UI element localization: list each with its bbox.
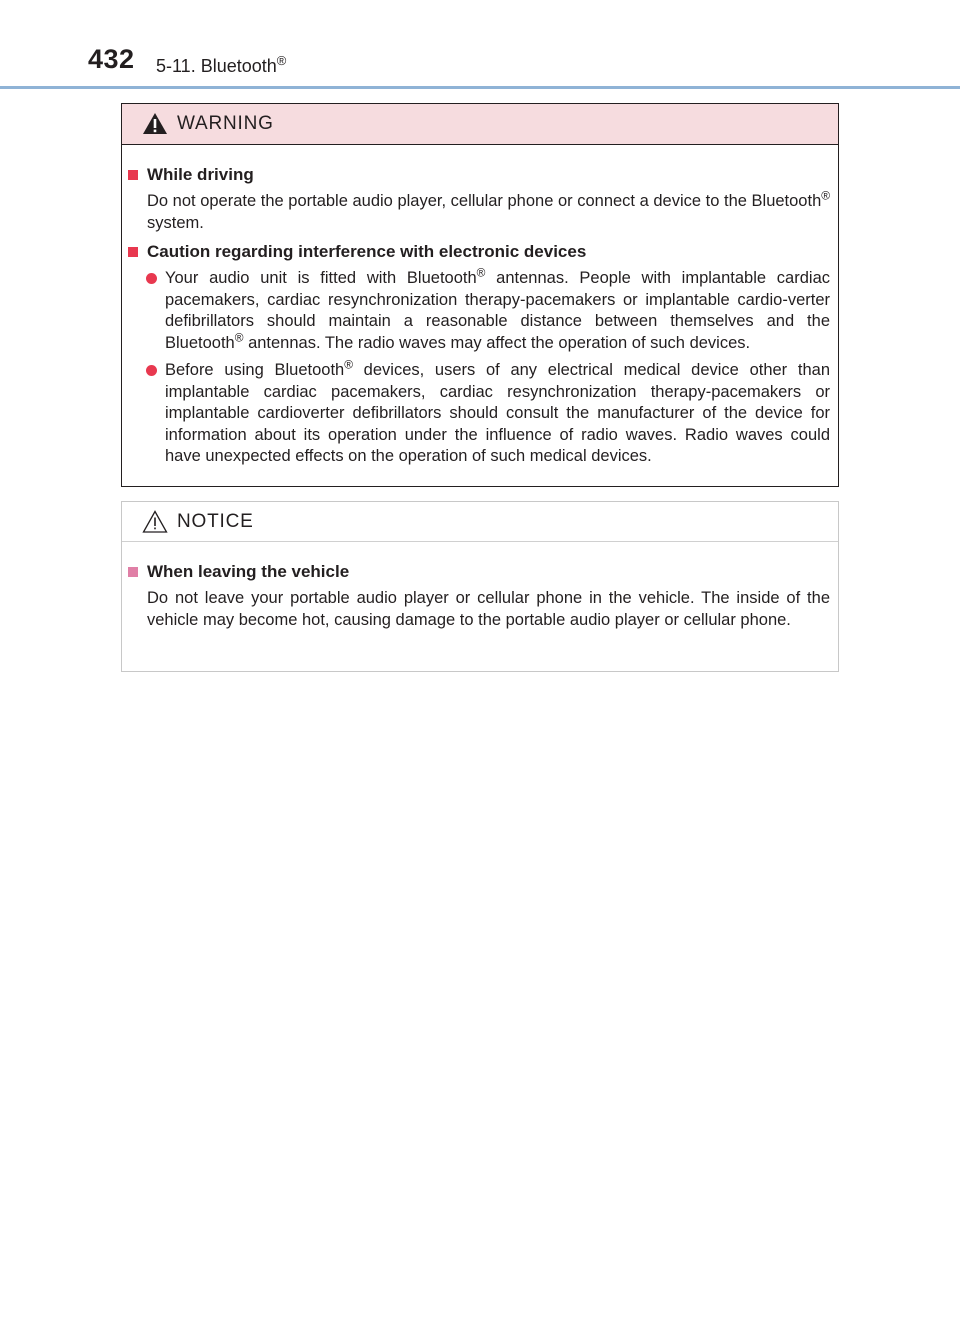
bullet-text: devices, users of any electrical medical device other than implantable cardiac pacemakers, cardiac resynchronization therapy-pacemakers or implantable cardioverter defibrillators should consult the manufacturer of the device for information about its operation under the influence of radio waves. Radio waves could have unexpected effects on the operation of such medical devices.	[165, 361, 830, 465]
section-title-text: 5-11. Bluetooth	[156, 56, 277, 76]
registered-mark: ®	[476, 265, 486, 280]
heading-text: When leaving the vehicle	[147, 562, 350, 581]
warning-triangle-icon	[142, 112, 168, 135]
round-bullet-icon	[146, 273, 157, 284]
warning-heading-interference	[128, 241, 830, 262]
square-bullet-icon	[128, 247, 138, 257]
square-bullet-icon	[128, 170, 138, 180]
section-title	[156, 54, 286, 78]
registered-mark: ®	[276, 52, 287, 68]
bullet-text: Your audio unit is fitted with Bluetooth	[165, 269, 477, 287]
heading-text: While driving	[147, 165, 254, 184]
warning-paragraph-driving	[128, 188, 830, 234]
heading-text: Caution regarding interference with electronic devices	[147, 242, 587, 261]
bullet-text: Before using Bluetooth	[165, 361, 345, 379]
warning-header	[122, 104, 838, 145]
notice-paragraph: Do not leave your portable audio player or cellular phone in the vehicle. The inside of the vehicle may become hot, causing damage to the portable audio player or cellular phone.	[147, 589, 830, 629]
registered-mark: ®	[821, 188, 830, 203]
warning-bullet-antennas	[128, 265, 830, 354]
bullet-text: antennas. People with implantable cardiac pacemakers, cardiac resynchronization therapy-pacemakers or implantable cardio-verter defibrillators should maintain a reasonable distance between themselves and the Bluetooth	[165, 269, 830, 352]
warning-box	[121, 103, 839, 487]
notice-header	[122, 502, 838, 542]
round-bullet-icon	[146, 365, 157, 376]
notice-body	[122, 561, 838, 631]
warning-heading-while-driving	[128, 164, 830, 185]
bullet-text: antennas. The radio waves may affect the operation of such devices.	[243, 333, 751, 352]
notice-box	[121, 501, 839, 672]
registered-mark: ®	[234, 329, 244, 344]
notice-title: NOTICE	[177, 511, 254, 532]
caution-triangle-icon	[142, 510, 168, 533]
notice-heading-leaving-vehicle	[128, 561, 830, 582]
page-header	[0, 0, 960, 92]
page-number: 432	[88, 44, 135, 74]
header-rule	[0, 86, 960, 89]
square-bullet-icon	[128, 567, 138, 577]
paragraph-text: Do not operate the portable audio player, cellular phone or connect a device to the Bluetooth	[147, 192, 822, 210]
warning-title: WARNING	[177, 113, 274, 134]
paragraph-text: system.	[147, 213, 204, 232]
registered-mark: ®	[344, 357, 353, 372]
warning-body	[122, 164, 838, 468]
warning-bullet-medical-devices	[128, 357, 830, 468]
